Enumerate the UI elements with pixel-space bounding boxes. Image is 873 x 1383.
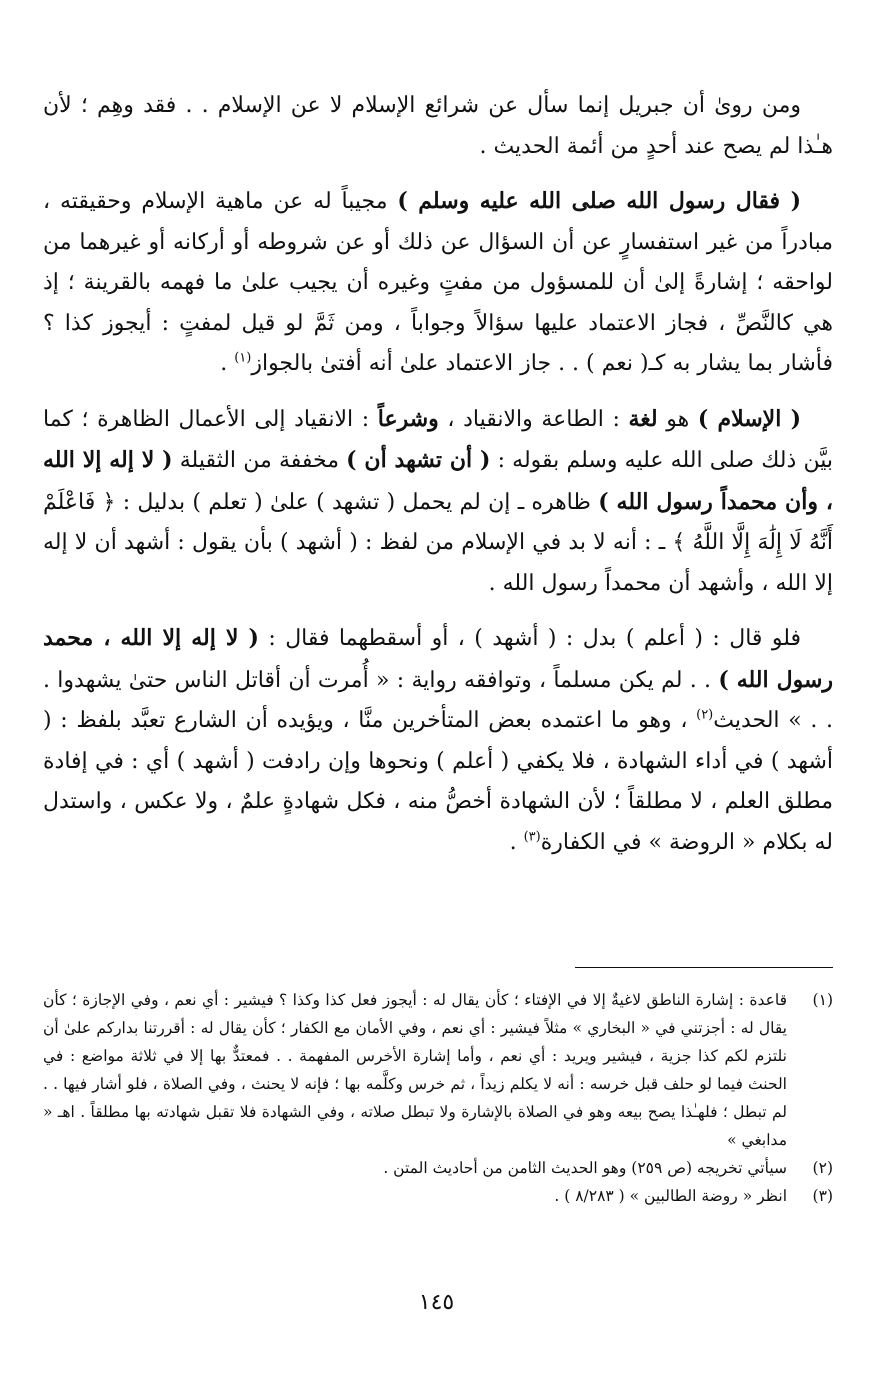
paragraph xyxy=(43,399,833,605)
footnote-separator xyxy=(575,967,833,968)
text-run: مخففة من الثقيلة xyxy=(172,448,347,473)
paragraph xyxy=(43,86,833,167)
text-run: ظاهره ـ إن لم يحمل ( تشهد ) علىٰ ( تعلم ) بدليل : ﴿ فَاعْلَمْ أَنَّهُ لَا إِلَٰهَ إِلَّا اللَّهُ ﴾ ـ : أنه لا بد في الإسلام من لفظ : ( أشهد ) بأن يقول : أشهد أن لا إله إلا الله ، وأشهد أن محمداً رسول الله . xyxy=(43,489,833,596)
text-run: : الطاعة والانقياد ، xyxy=(438,406,629,432)
footnote-number: (٢) xyxy=(812,1159,833,1177)
bold-text: ( فقال رسول الله صلى الله عليه وسلم ) xyxy=(397,188,802,214)
footnote-number: (٣) xyxy=(812,1187,833,1205)
text-run: . xyxy=(509,829,524,855)
text-run: مجيباً له عن ماهية الإسلام وحقيقته ، مبادراً من غير استفسارٍ عن أن السؤال عن ذلك أو عن شروطه أو أركانه أو غيرهما من لواحقه ؛ إشارةً إلىٰ أن للمسؤول من مفتٍ وغيره أن يجيب علىٰ ما فهمه بالقرينة ؛ إذ هي كالنَّصِّ ، فجاز الاعتماد عليها سؤالاً وجواباً ، ومن ثَمَّ لو قيل لمفتٍ : أيجوز كذا ؟ فأشار بما يشار به كـ( نعم ) . . جاز الاعتماد علىٰ أنه أفتىٰ بالجواز xyxy=(43,189,833,376)
footnote-text: انظر « روضة الطالبين » ( ٨/٢٨٣ ) . xyxy=(554,1187,787,1205)
main-text xyxy=(43,86,833,877)
footnote-marker: (٣) xyxy=(523,829,541,845)
text-run: ومن روىٰ أن جبريل إنما سأل عن شرائع الإسلام لا عن الإسلام . . فقد وهِم ؛ لأن هـٰذا لم يصح عند أحدٍ من أئمة الحديث . xyxy=(43,93,833,159)
footnote xyxy=(43,1182,833,1210)
bold-text: وشرعاً xyxy=(377,405,439,432)
footnote-marker: (٢) xyxy=(696,707,714,723)
bold-text: ( أن تشهد أن ) xyxy=(346,447,491,473)
paragraph xyxy=(43,181,833,385)
footnote xyxy=(43,1154,833,1182)
footnote-number: (١) xyxy=(812,991,833,1009)
bold-text: ( لا إله إلا الله ، وأن محمداً رسول الله ) xyxy=(43,447,833,515)
footnote xyxy=(43,986,833,1154)
bold-text: ( الإسلام ) xyxy=(697,405,802,432)
text-run: . . لم يكن مسلماً ، وتوافقه رواية : « أُمرت أن أقاتل الناس حتىٰ يشهدوا . . . » الحديث xyxy=(43,667,833,733)
footnote-marker: (١) xyxy=(234,350,252,366)
page-number: ١٤٥ xyxy=(418,1290,455,1315)
bold-text: ( لا إله إلا الله ، محمد رسول الله ) xyxy=(43,625,833,693)
text-run: . xyxy=(220,351,235,376)
text-run: ، وهو ما اعتمده بعض المتأخرين منَّا ، ويؤيده أن الشارع تعبَّد بلفظ : ( أشهد ) في أداء الشهادة ، فلا يكفي ( أعلم ) ونحوها وإن رادفت ( أشهد ) أي : في إفادة مطلق العلم ، لا مطلقاً ؛ لأن الشهادة أخصُّ منه ، فكل شهادةٍ علمٌ ، ولا عكس ، واستدل له بكلام « الروضة » في الكفارة xyxy=(43,708,833,855)
footnote-text: سيأتي تخريجه (ص ٢٥٩) وهو الحديث الثامن من أحاديث المتن . xyxy=(383,1159,787,1177)
text-run: هو xyxy=(657,406,698,432)
text-run: : الانقياد إلى الأعمال الظاهرة ؛ كما بيَّن ذلك صلى الله عليه وسلم بقوله : xyxy=(43,406,833,473)
text-run: فلو قال : ( أعلم ) بدل : ( أشهد ) ، أو أسقطهما فقال : xyxy=(258,626,801,651)
paragraph xyxy=(43,618,833,863)
footnotes xyxy=(43,986,833,1210)
bold-text: لغة xyxy=(628,405,658,432)
footnote-text: قاعدة : إشارة الناطق لاغيةٌ إلا في الإفتاء ؛ كأن يقال له : أيجوز فعل كذا وكذا ؟ فيشير : أي نعم ، وفي الإجازة ؛ كأن يقال له : أجزتني في « البخاري » مثلاً فيشير : أي نعم ، وفي الأمان مع الكفار ؛ كأن يقال له : أقررتنا بداركم علىٰ أن نلتزم لكم كذا جزية ، فيشير ويريد : أي نعم ، وأما إشارة الأخرس المفهمة . . فمعتدٌّ بها إلا في ثلاثة مواضع : في الحنث فيما لو حلف قبل خرسه : أنه لا يكلم زيداً ، ثم خرس وكلَّمه بها ؛ فإنه لا يحنث ، وفي الصلاة ، فلو أشار فيها . . لم تبطل ؛ فلهـٰذا يصح بيعه وهو في الصلاة بالإشارة ولا تبطل صلاته ، وفي الشهادة فلا تقبل شهادته بها مطلقاً . اهـ « مدابغي » xyxy=(43,991,787,1149)
